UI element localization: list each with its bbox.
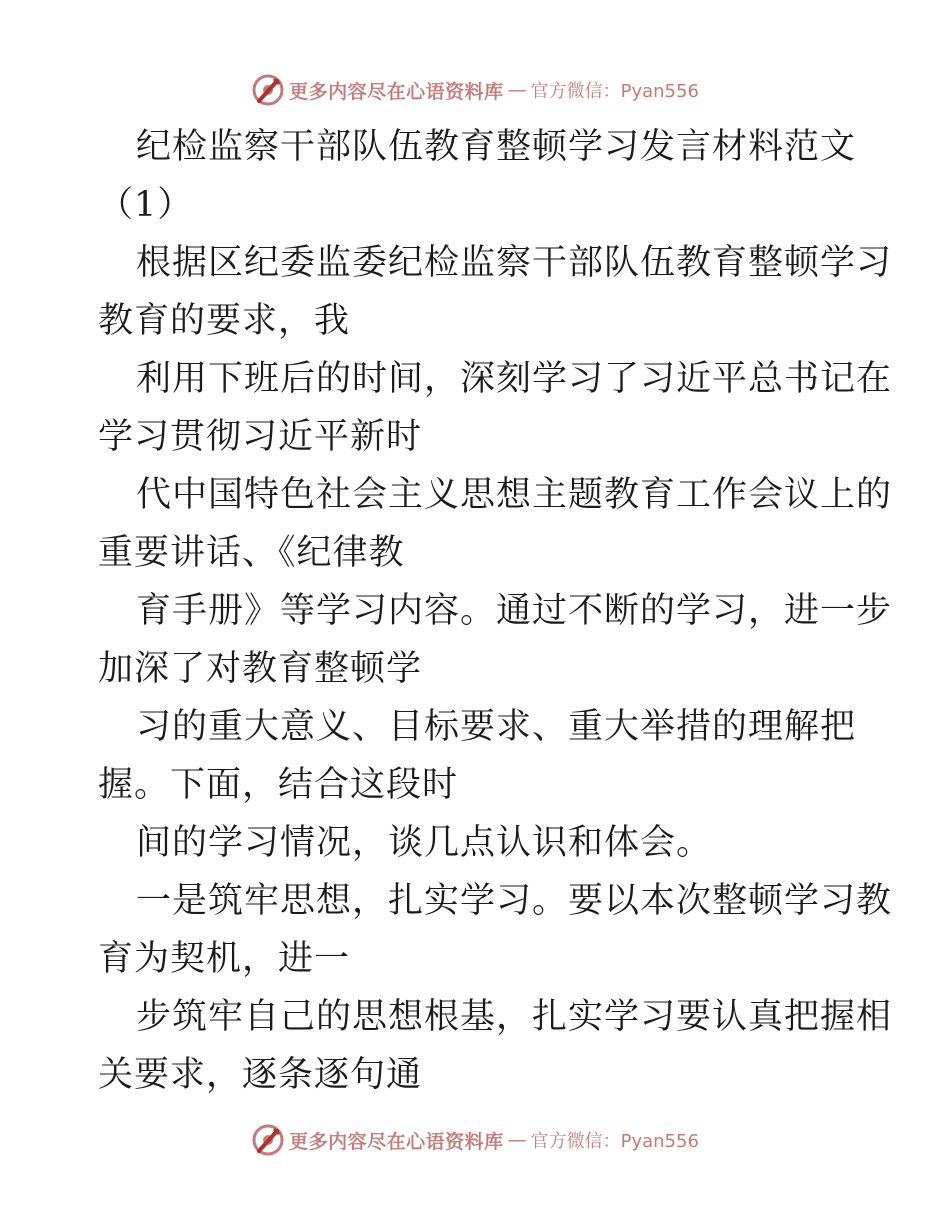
- paragraph-line: 间的学习情况，谈几点认识和体会。: [136, 823, 713, 863]
- paragraph-line: 学习贯彻习近平新时: [98, 417, 423, 457]
- paragraph-line: 握。下面，结合这段时: [98, 765, 459, 805]
- watermark-contact: 官方微信：Pyan556: [530, 81, 699, 102]
- document-title: 纪检监察干部队伍教育整顿学习发言材料范文: [136, 127, 857, 167]
- pen-logo-icon: [251, 1123, 285, 1157]
- watermark-header: [0, 70, 950, 110]
- watermark-site-text: 更多内容尽在心语资料库: [289, 1130, 504, 1153]
- paragraph-line: 育手册》等学习内容。通过不断的学习，进一步: [136, 591, 893, 631]
- paragraph-line: 教育的要求，我: [98, 301, 351, 341]
- document-title-suffix: （1）: [98, 185, 194, 225]
- paragraph-line: 加深了对教育整顿学: [98, 649, 423, 689]
- paragraph-line: 重要讲话、《纪律教: [98, 533, 405, 573]
- watermark-contact: 官方微信：Pyan556: [530, 1131, 699, 1152]
- paragraph-line: 习的重大意义、目标要求、重大举措的理解把: [136, 707, 857, 747]
- pen-logo-icon: [251, 73, 285, 107]
- watermark-separator: —: [507, 79, 527, 101]
- watermark-site-text: 更多内容尽在心语资料库: [289, 80, 504, 103]
- document-body: [98, 118, 893, 1104]
- paragraph-line: 步筑牢自己的思想根基，扎实学习要认真把握相: [136, 997, 893, 1037]
- watermark-footer: [0, 1120, 950, 1160]
- paragraph-line: 关要求，逐条逐句通: [98, 1055, 423, 1095]
- paragraph-line: 一是筑牢思想，扎实学习。要以本次整顿学习教: [136, 881, 893, 921]
- paragraph-line: 根据区纪委监委纪检监察干部队伍教育整顿学习: [136, 243, 893, 283]
- paragraph-line: 代中国特色社会主义思想主题教育工作会议上的: [136, 475, 893, 515]
- paragraph-line: 育为契机，进一: [98, 939, 351, 979]
- paragraph-line: 利用下班后的时间，深刻学习了习近平总书记在: [136, 359, 893, 399]
- watermark-separator: —: [507, 1129, 527, 1151]
